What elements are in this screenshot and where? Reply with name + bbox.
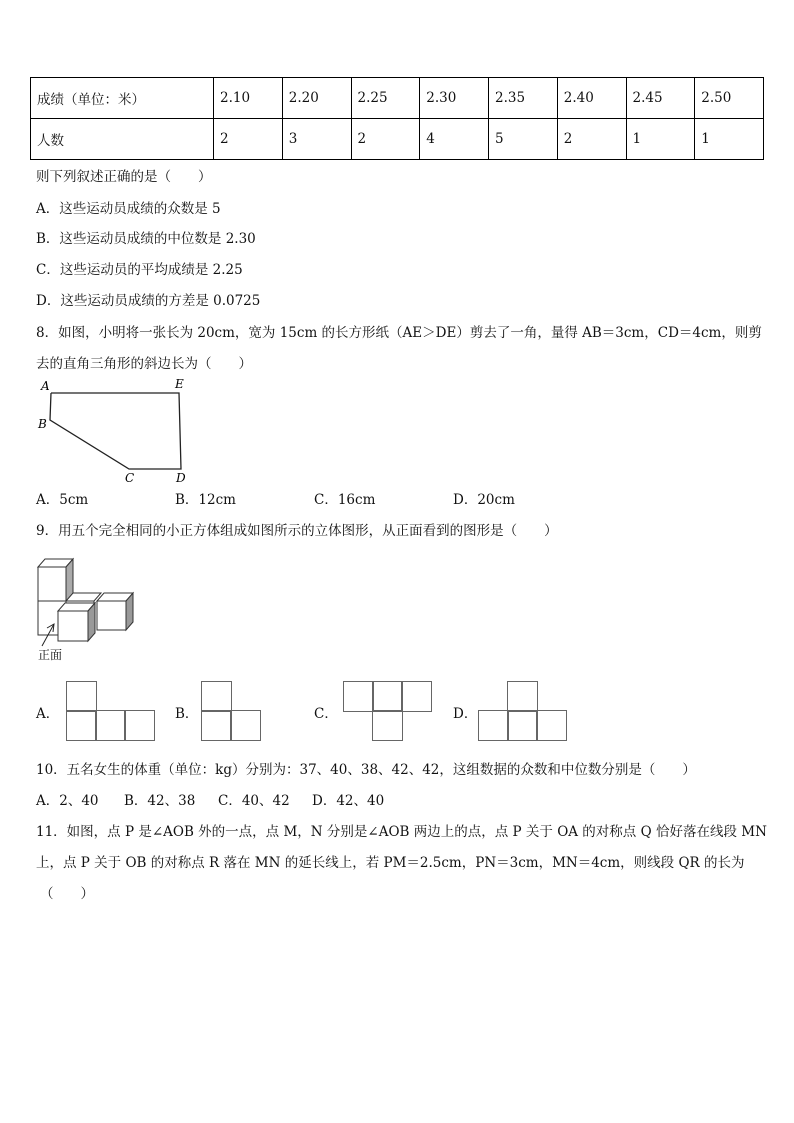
table-cell: 人数 <box>31 119 214 160</box>
question-8-option-d: D．20cm <box>453 492 515 508</box>
table-cell: 2.35 <box>489 78 558 119</box>
table-cell: 2.50 <box>695 78 764 119</box>
table-cell: 4 <box>420 119 489 160</box>
table-cell: 2.40 <box>557 78 626 119</box>
question-7-option-d: D．这些运动员成绩的方差是 0.0725 <box>36 293 261 309</box>
label-a: A <box>41 379 50 393</box>
question-9-option-b-letter: B． <box>175 706 199 722</box>
question-7-option-a: A．这些运动员成绩的众数是 5 <box>36 201 221 217</box>
question-9-option-c-letter: C． <box>314 706 338 722</box>
table-cell: 3 <box>282 119 351 160</box>
question-8-line-2: 去的直角三角形的斜边长为（ ） <box>36 356 252 372</box>
question-11-line-3: （ ） <box>40 886 94 902</box>
table-cell: 2.30 <box>420 78 489 119</box>
cut-rectangle-figure <box>30 375 200 485</box>
table-cell: 2.25 <box>351 78 420 119</box>
question-10-option-b: B．42、38 <box>124 793 196 809</box>
table-cell: 2 <box>557 119 626 160</box>
question-9-option-a-letter: A． <box>36 706 60 722</box>
question-8-option-b: B．12cm <box>175 492 236 508</box>
question-7-stem: 则下列叙述正确的是（ ） <box>36 169 212 185</box>
table-cell: 2.20 <box>282 78 351 119</box>
table-cell: 2 <box>351 119 420 160</box>
label-c: C <box>125 471 135 485</box>
label-d: D <box>176 471 186 485</box>
question-7-option-c: C．这些运动员的平均成绩是 2.25 <box>36 262 243 278</box>
question-10-option-c: C．40、42 <box>218 793 290 809</box>
question-11-line-2: 上，点 P 关于 OB 的对称点 R 落在 MN 的延长线上，若 PM＝2.5cm，PN＝3cm，MN＝4cm，则线段 QR 的长为 <box>36 855 745 871</box>
question-10-option-d: D．42、40 <box>312 793 385 809</box>
question-8-option-c: C．16cm <box>314 492 376 508</box>
table-cell: 成绩（单位：米） <box>31 78 214 119</box>
question-10-option-a: A．2、40 <box>36 793 99 809</box>
score-table <box>30 77 764 160</box>
question-7-option-b: B．这些运动员成绩的中位数是 2.30 <box>36 231 256 247</box>
table-cell: 2 <box>214 119 283 160</box>
table-cell: 5 <box>489 119 558 160</box>
table-cell: 2.45 <box>626 78 695 119</box>
table-cell: 1 <box>695 119 764 160</box>
label-e: E <box>175 377 184 391</box>
question-11-line-1: 11．如图，点 P 是∠AOB 外的一点，点 M，N 分别是∠AOB 两边上的点，点 P 关于 OA 的对称点 Q 恰好落在线段 MN <box>36 824 767 840</box>
question-8-option-a: A．5cm <box>36 492 89 508</box>
question-9-stem: 9．用五个完全相同的小正方体组成如图所示的立体图形，从正面看到的图形是（ ） <box>36 523 558 539</box>
question-10-stem: 10．五名女生的体重（单位：kg）分别为：37、40、38、42、42，这组数据的众数和中位数分别是（ ） <box>36 762 696 778</box>
label-b: B <box>38 417 47 431</box>
table-row <box>31 119 764 160</box>
table-cell: 1 <box>626 119 695 160</box>
question-8-line-1: 8．如图，小明将一张长为 20cm，宽为 15cm 的长方形纸（AE＞DE）剪去了一角，量得 AB＝3cm，CD＝4cm，则剪 <box>36 325 762 341</box>
pentagon-outline <box>50 393 181 469</box>
question-9-option-d-letter: D． <box>453 706 478 722</box>
table-row <box>31 78 764 119</box>
front-label: 正面 <box>38 648 63 662</box>
table-cell: 2.10 <box>214 78 283 119</box>
